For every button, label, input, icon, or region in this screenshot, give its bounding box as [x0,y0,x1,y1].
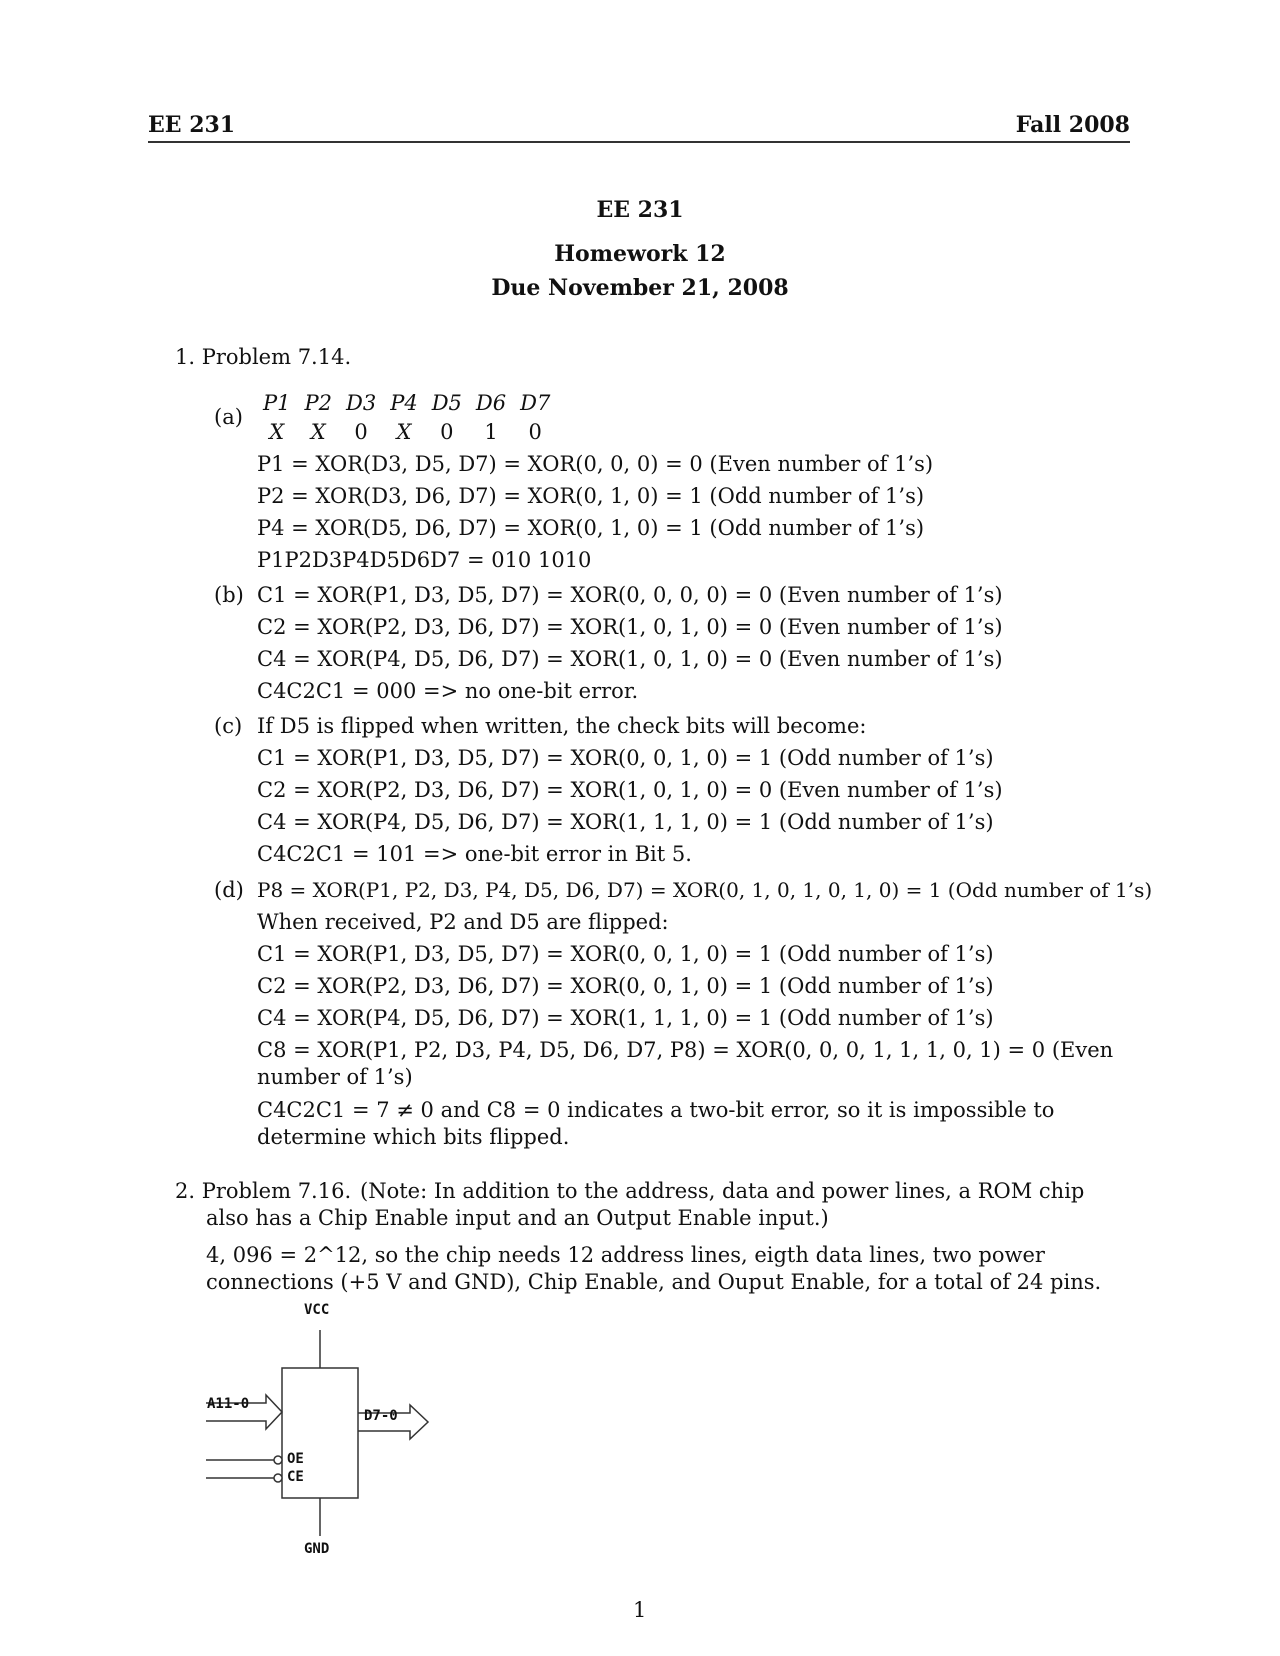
part-b-label: (b) [214,583,244,607]
bit-name: P1 [263,390,291,415]
part-d-line: P8 = XOR(P1, P2, D3, P4, D5, D6, D7) = XOR(0, 1, 0, 1, 0, 1, 0) = 1 (Odd number of 1’s) [257,878,1153,902]
part-d-line: C4C2C1 = 7 ≠ 0 and C8 = 0 indicates a two-bit error, so it is impossible to determine which bits flipped. [257,1098,1055,1149]
part-b-line: C4 = XOR(P4, D5, D6, D7) = XOR(1, 0, 1, 0) = 0 (Even number of 1’s) [257,647,1003,671]
part-a-label: (a) [214,405,243,429]
part-d-line: When received, P2 and D5 are flipped: [257,910,669,934]
bit-value: X [310,419,326,444]
part-c-line: C2 = XOR(P2, D3, D6, D7) = XOR(1, 0, 1, 0) = 0 (Even number of 1’s) [257,778,1003,802]
part-c-line: If D5 is flipped when written, the check bits will become: [257,714,867,738]
title-course: EE 231 [596,197,684,223]
bit-value: 0 [528,419,542,444]
vcc-label: VCC [304,1302,330,1318]
part-c-line: C4 = XOR(P4, D5, D6, D7) = XOR(1, 1, 1, 0) = 1 (Odd number of 1’s) [257,810,994,834]
rom-chip-diagram [200,1300,460,1570]
data-bus-label: D7-0 [364,1408,398,1424]
title-assignment: Homework 12 [554,241,726,267]
bit-name: D5 [431,390,462,415]
problem1-label: 1. Problem 7.14. [175,345,352,369]
ce-label: CE [287,1469,304,1485]
header-course: EE 231 [148,112,236,138]
bit-name: D3 [346,390,377,415]
title-due: Due November 21, 2008 [491,275,789,301]
part-b-line: C1 = XOR(P1, D3, D5, D7) = XOR(0, 0, 0, 0) = 0 (Even number of 1’s) [257,583,1003,607]
bit-value: 0 [354,419,368,444]
part-b-line: C4C2C1 = 000 => no one-bit error. [257,679,639,703]
bit-name: P2 [304,390,332,415]
part-d-label: (d) [214,878,244,902]
part-c-line: C1 = XOR(P1, D3, D5, D7) = XOR(0, 0, 1, 0) = 1 (Odd number of 1’s) [257,746,994,770]
problem2-label: 2. Problem 7.16. [175,1179,352,1203]
oe-label: OE [287,1451,304,1467]
header-rule [148,141,1130,143]
part-c-label: (c) [214,714,243,738]
bit-name: P4 [390,390,418,415]
part-d-line: C8 = XOR(P1, P2, D3, P4, D5, D6, D7, P8) = XOR(0, 0, 0, 1, 1, 1, 0, 1) = 0 (Even number of 1’s) [257,1038,1114,1089]
part-a-line: P4 = XOR(D5, D6, D7) = XOR(0, 1, 0) = 1 (Odd number of 1’s) [257,516,925,540]
bit-name: D6 [475,390,507,415]
part-b-line: C2 = XOR(P2, D3, D6, D7) = XOR(1, 0, 1, 0) = 0 (Even number of 1’s) [257,615,1003,639]
bit-value: 1 [484,419,498,444]
part-a-line: P1P2D3P4D5D6D7 = 010 1010 [257,548,592,572]
bit-value: 0 [440,419,454,444]
gnd-label: GND [304,1541,330,1557]
bit-name: D7 [520,390,551,415]
part-c-line: C4C2C1 = 101 => one-bit error in Bit 5. [257,842,692,866]
header-term: Fall 2008 [1015,112,1130,138]
part-d-line: C1 = XOR(P1, D3, D5, D7) = XOR(0, 0, 1, 0) = 1 (Odd number of 1’s) [257,942,994,966]
page-number: 1 [633,1598,647,1622]
address-bus-label: A11-0 [207,1396,250,1412]
part-a-line: P1 = XOR(D3, D5, D7) = XOR(0, 0, 0) = 0 (Even number of 1’s) [257,452,934,476]
bit-value: X [269,419,285,444]
bit-value: X [396,419,412,444]
bit-table [256,388,557,446]
problem2-answer: 4, 096 = 2^12, so the chip needs 12 address lines, eigth data lines, two power connections (+5 V and GND), Chip Enable, and Ouput Enable, for a total of 24 pins. [206,1243,1102,1294]
part-d-line: C2 = XOR(P2, D3, D6, D7) = XOR(0, 0, 1, 0) = 1 (Odd number of 1’s) [257,974,994,998]
part-a-line: P2 = XOR(D3, D6, D7) = XOR(0, 1, 0) = 1 (Odd number of 1’s) [257,484,925,508]
oe-bubble [274,1456,282,1464]
problem2-note: (Note: In addition to the address, data and power lines, a ROM chip also has a Chip Enable input and an Output Enable input.) [206,1179,1085,1230]
ce-bubble [274,1474,282,1482]
part-d-line: C4 = XOR(P4, D5, D6, D7) = XOR(1, 1, 1, 0) = 1 (Odd number of 1’s) [257,1006,994,1030]
